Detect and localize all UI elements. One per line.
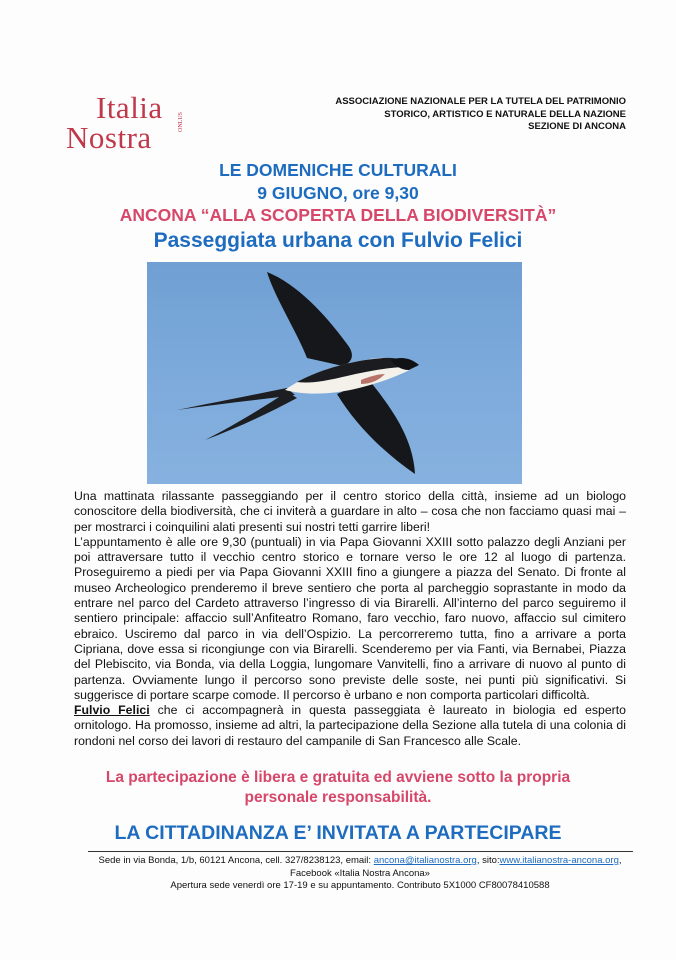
notice-line-2: personale responsabilità.: [244, 789, 432, 806]
association-header: [296, 96, 626, 134]
footer-divider: [88, 851, 633, 852]
association-line-2: STORICO, ARTISTICO E NATURALE DELLA NAZIONE: [384, 108, 626, 120]
logo-text-nostra: Nostra: [66, 120, 152, 155]
website-link[interactable]: www.italianostra-ancona.org: [499, 855, 619, 866]
event-title-heading: ANCONA “ALLA SCOPERTA DELLA BIODIVERSITÀ”: [119, 205, 557, 225]
notice-line-1: La partecipazione è libera e gratuita ed avviene sotto la propria: [105, 769, 571, 786]
invitation-banner: LA CITTADINANZA E’ INVITATA A PARTECIPARE: [114, 822, 562, 844]
logo-text-onlus: ONLUS: [178, 111, 184, 132]
footer-hours: Apertura sede venerdì ore 17-19 e su appuntamento. Contributo 5X1000 CF80078410588: [170, 880, 550, 891]
guide-name: Fulvio Felici: [74, 703, 150, 718]
association-line-1: ASSOCIAZIONE NAZIONALE PER LA TUTELA DEL PATRIMONIO: [335, 96, 626, 107]
participation-notice: [0, 768, 676, 808]
email-link[interactable]: ancona@italianostra.org: [373, 855, 477, 866]
italia-nostra-logo: [66, 92, 196, 162]
logo-text-italia: Italia: [96, 90, 163, 125]
description-paragraph-route: L’appuntamento è alle ore 9,30 (puntuali) in via Papa Giovanni XXIII sotto palazzo degli Anziani per poi attraversare tutto il vecchio centro storico e tornare verso le ore 12 al luogo di partenza. Proseguiremo a piedi per via Papa Giovanni XXIII fino a giungere a piazza del Senato. Di fronte al museo Archeologico prenderemo il breve sentiero che porta al parcheggio soprastante in modo da entrare nel parco del Cardeto attraverso l’ingresso di via Birarelli. All’interno del parco seguiremo il sentiero principale: affaccio sull’Anfiteatro Romano, faro vecchio, faro nuovo, affaccio sul cimitero ebraico. Usciremo dal parco in via dell’Ospizio. La percorreremo tutta, fino a arrivare a porta Cipriana, dove essa si ricongiunge con via Birarelli. Scenderemo per via Fanti, via Bernabei, Piazza del Plebiscito, via Bonda, via della Loggia, lungomare Vanvitelli, fino a arrivare di nuovo al punto di partenza. Ovviamente lungo il percorso sono previste delle soste, nei punti più significativi. Si suggerisce di portare scarpe comode. Il percorso è urbano e non comporta particolari difficoltà.: [74, 534, 626, 702]
swallow-illustration: [147, 262, 522, 484]
footer-contact-line: [80, 855, 640, 880]
swallow-lower-wing: [337, 380, 415, 474]
footer-facebook: , Facebook «Italia Nostra Ancona»: [290, 855, 622, 879]
description-paragraph-guide: [74, 703, 626, 749]
swallow-upper-wing: [267, 272, 352, 366]
event-description: [74, 489, 626, 749]
footer-site-label: , sito:: [476, 855, 500, 866]
description-paragraph-intro: Una mattinata rilassante passeggiando per il centro storico della città, insieme ad un biologo conoscitore della biodiversità, che ci inviterà a guardare in alto – cosa che non facciamo quasi mai –per mostrarci i coinquilini alati presenti sui nostri tetti garrire liberi!: [74, 489, 626, 534]
association-line-3: SEZIONE DI ANCONA: [528, 121, 626, 132]
event-subtitle-heading: Passeggiata urbana con Fulvio Felici: [153, 229, 523, 252]
swallow-photo: [147, 262, 522, 484]
event-date-heading: 9 GIUGNO, ore 9,30: [257, 183, 419, 203]
footer-address: Sede in via Bonda, 1/b, 60121 Ancona, cell. 327/8238123, email:: [98, 855, 374, 866]
event-series-heading: LE DOMENICHE CULTURALI: [219, 160, 457, 180]
footer-contacts: [80, 855, 640, 893]
guide-bio: che ci accompagnerà in questa passeggiata è laureato in biologia ed esperto ornitologo. Ha promosso, insieme ad altri, la partecipazione della Sezione alla tutela di una colonia di rondoni nel corso dei lavori di restauro del campanile di San Francesco alle Scale.: [74, 703, 627, 748]
